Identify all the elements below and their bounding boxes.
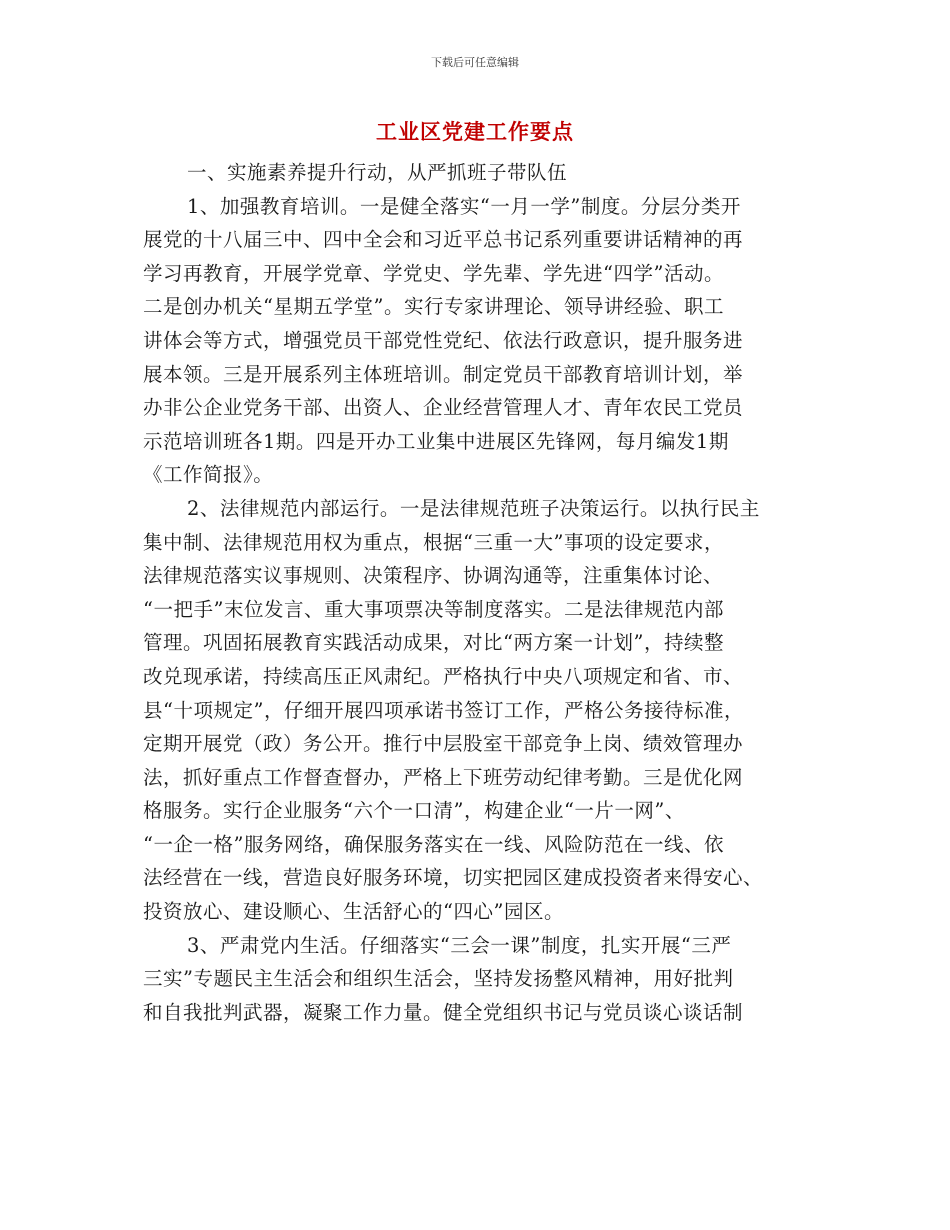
paragraph-line: 法经营在一线，营造良好服务环境，切实把园区建成投资者来得安心、 — [143, 866, 764, 890]
paragraph-line: 县“十项规定”，仔细开展四项承诺书签订工作，严格公务接待标准， — [143, 698, 744, 722]
paragraph-line: 办非公企业党务干部、出资人、企业经营管理人才、青年农民工党员 — [143, 396, 744, 420]
paragraph-line: 2、法律规范内部运行。一是法律规范班子决策运行。以执行民主 — [187, 496, 760, 520]
paragraph-line: 3、严肃党内生活。仔细落实“三会一课”制度，扎实开展“三严 — [187, 933, 732, 957]
paragraph-line: 展党的十八届三中、四中全会和习近平总书记系列重要讲话精神的再 — [143, 228, 744, 252]
paragraph-line: 《工作简报》。 — [143, 463, 274, 487]
document-body — [143, 156, 810, 1029]
paragraph-line: 定期开展党（政）务公开。推行中层股室干部竞争上岗、绩效管理办 — [143, 732, 744, 756]
paragraph-line: 学习再教育，开展学党章、学党史、学先辈、学先进“四学”活动。 — [143, 261, 724, 285]
paragraph-line: 改兑现承诺，持续高压正风肃纪。严格执行中央八项规定和省、市、 — [143, 664, 744, 688]
header-note: 下载后可任意编辑 — [431, 56, 519, 69]
paragraph-line: 和自我批判武器，凝聚工作力量。健全党组织书记与党员谈心谈话制 — [143, 1000, 744, 1024]
paragraph-line: 讲体会等方式，增强党员干部党性党纪、依法行政意识，提升服务进 — [143, 328, 744, 352]
document-title: 工业区党建工作要点 — [376, 119, 574, 144]
paragraph-line: 1、加强教育培训。一是健全落实“一月一学”制度。分层分类开 — [187, 194, 741, 218]
paragraph-line: 格服务。实行企业服务“六个一口清”，构建企业“一片一网”、 — [143, 799, 685, 823]
paragraph-line: 管理。巩固拓展教育实践活动成果，对比“两方案一计划”，持续整 — [143, 631, 724, 655]
paragraph-line: “一把手”末位发言、重大事项票决等制度落实。二是法律规范内部 — [143, 597, 724, 621]
paragraph-line: “一企一格”服务网络，确保服务落实在一线、风险防范在一线、依 — [143, 832, 724, 856]
paragraph-line: 二是创办机关“星期五学堂”。实行专家讲理论、领导讲经验、职工 — [143, 295, 724, 319]
paragraph-line: 三实”专题民主生活会和组织生活会，坚持发扬整风精神，用好批判 — [143, 967, 734, 991]
paragraph-line: 集中制、法律规范用权为重点，根据“三重一大”事项的设定要求， — [143, 530, 724, 554]
paragraph-line: 法律规范落实议事规则、决策程序、协调沟通等，注重集体讨论、 — [143, 564, 724, 588]
paragraph-line: 法，抓好重点工作督查督办，严格上下班劳动纪律考勤。三是优化网 — [143, 765, 744, 789]
section-heading: 一、实施素养提升行动，从严抓班子带队伍 — [187, 161, 568, 184]
paragraph-line: 示范培训班各1期。四是开办工业集中进展区先锋网，每月编发1期 — [143, 429, 729, 453]
paragraph-line: 投资放心、建设顺心、生活舒心的“四心”园区。 — [143, 900, 564, 924]
paragraph-line: 展本领。三是开展系列主体班培训。制定党员干部教育培训计划，举 — [143, 362, 744, 386]
